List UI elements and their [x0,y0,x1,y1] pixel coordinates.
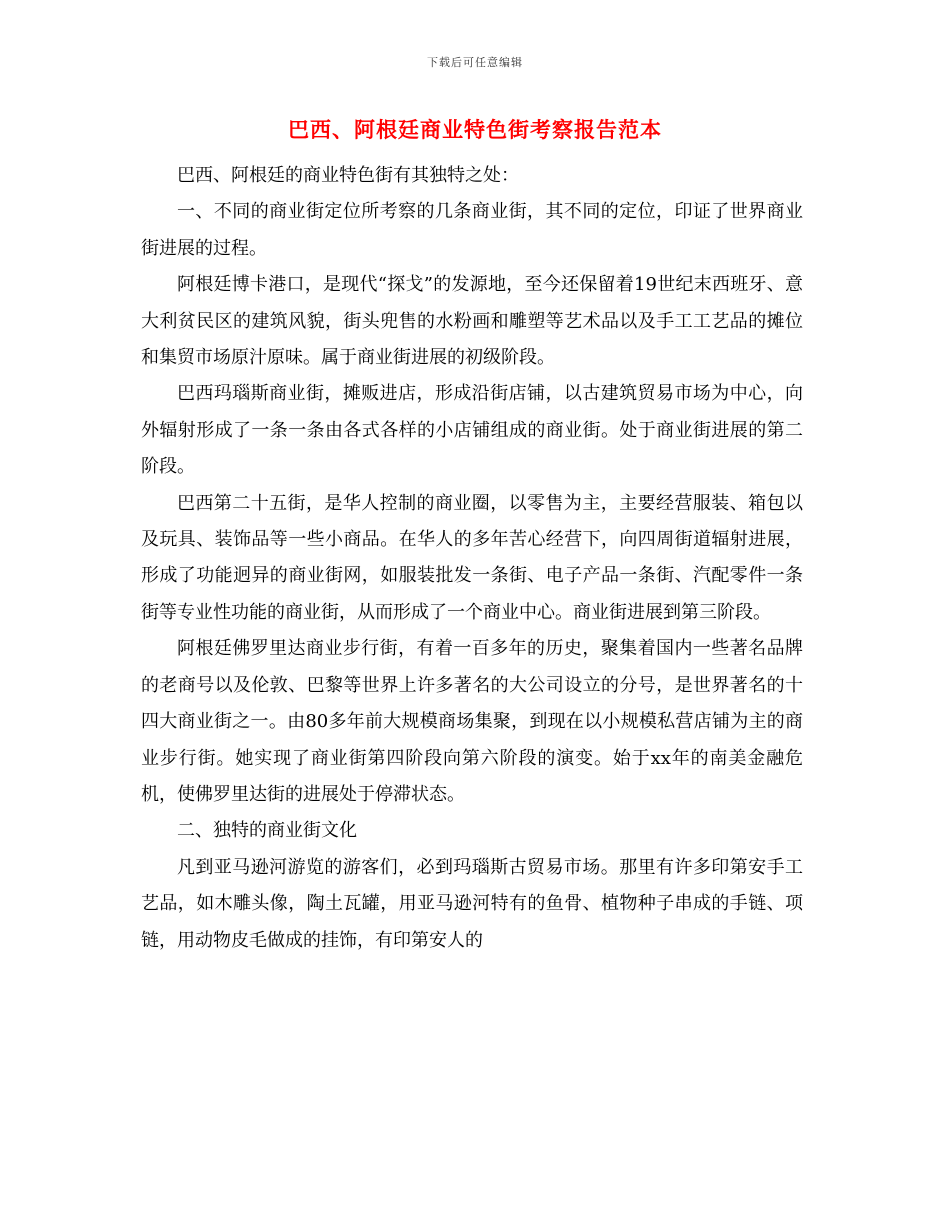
document-title: 巴西、阿根廷商业特色街考察报告范本 [288,117,662,142]
paragraph-boca-port: 阿根廷博卡港口，是现代“探戈”的发源地，至今还保留着19世纪末西班牙、意大利贫民区的建筑风貌，街头兜售的水粉画和雕塑等艺术品以及手工工艺品的摊位和集贸市场原汁原味。属于商业街进展的初级阶段。 [141,274,803,369]
paragraph-25th-street: 巴西第二十五街，是华人控制的商业圈，以零售为主，主要经营服装、箱包以及玩具、装饰品等一些小商品。在华人的多年苦心经营下，向四周街道辐射进展，形成了功能迥异的商业街网，如服装批发一条街、电子产品一条街、汽配零件一条街等专业性功能的商业街，从而形成了一个商业中心。商业街进展到第三阶段。 [141,492,803,623]
paragraph-section-1-heading: 一、不同的商业街定位所考察的几条商业街，其不同的定位，印证了世界商业街进展的过程。 [141,201,803,259]
document-body [141,158,803,959]
page-header: 下载后可任意编辑 [427,56,523,69]
paragraph-florida-street: 阿根廷佛罗里达商业步行街，有着一百多年的历史，聚集着国内一些著名品牌的老商号以及伦敦、巴黎等世界上许多著名的大公司设立的分号，是世界著名的十四大商业街之一。由80多年前大规模商场集聚，到现在以小规模私营店铺为主的商业步行街。她实现了商业街第四阶段向第六阶段的演变。始于xx年的南美金融危机，使佛罗里达街的进展处于停滞状态。 [141,638,803,805]
paragraph-amazon-market: 凡到亚马逊河游览的游客们，必到玛瑙斯古贸易市场。那里有许多印第安手工艺品，如木雕头像，陶土瓦罐，用亚马逊河特有的鱼骨、植物种子串成的手链、项链，用动物皮毛做成的挂饰，有印第安人的 [141,856,803,951]
paragraph-intro: 巴西、阿根廷的商业特色街有其独特之处： [177,165,519,186]
paragraph-section-2-heading: 二、独特的商业街文化 [177,820,357,842]
paragraph-manaus-street: 巴西玛瑙斯商业街，摊贩进店，形成沿街店铺，以古建筑贸易市场为中心，向外辐射形成了一条一条由各式各样的小店铺组成的商业街。处于商业街进展的第二阶段。 [141,383,803,478]
